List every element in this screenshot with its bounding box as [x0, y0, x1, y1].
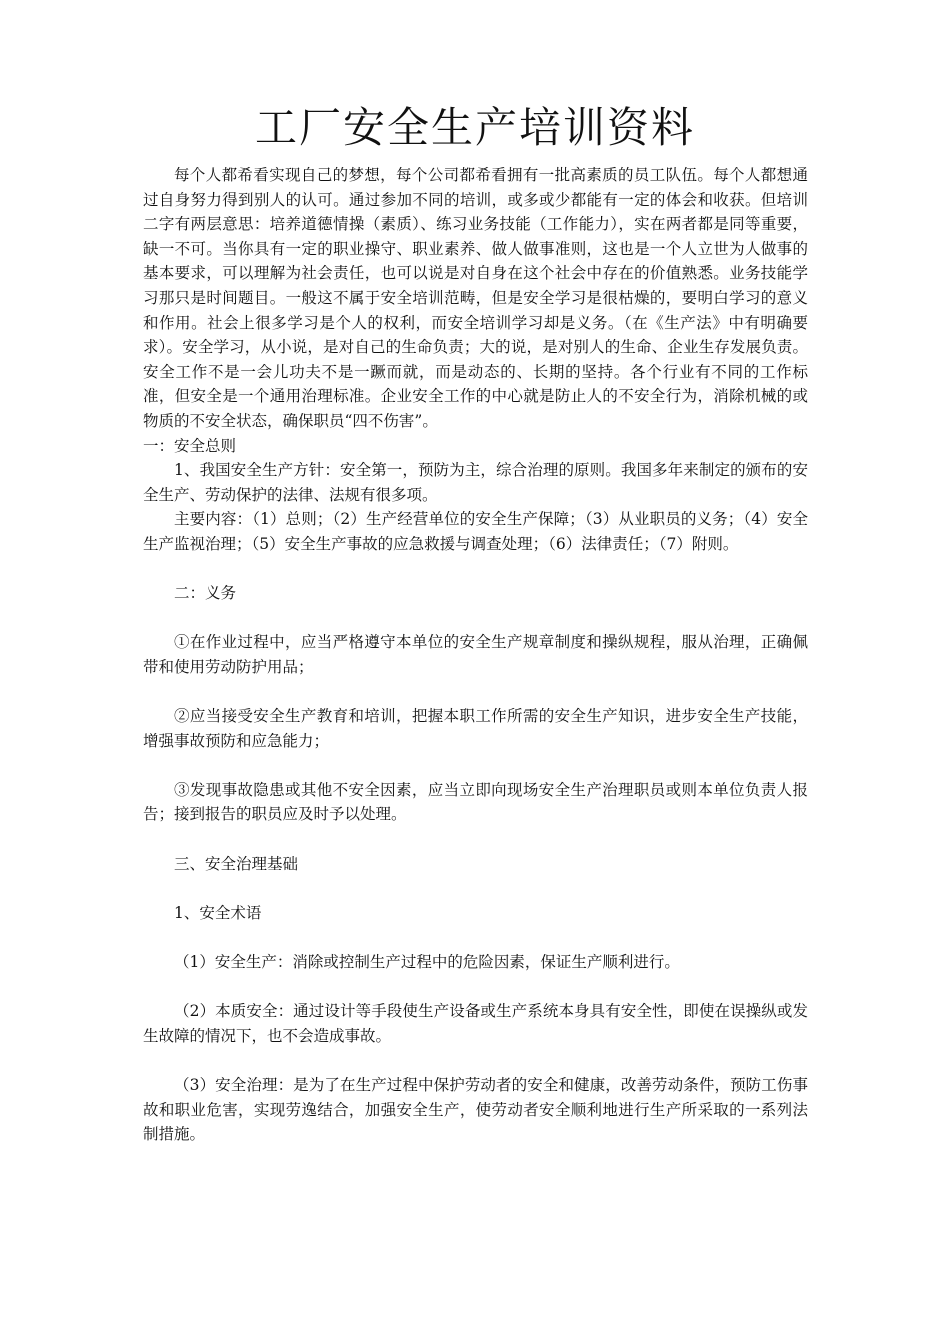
document-title: 工厂安全生产培训资料 [254, 103, 695, 152]
section-1-paragraph-2: 主要内容：（1）总则；（2）生产经营单位的安全生产保障；（3）从业职员的义务；（4）安全生产监视治理；（5）安全生产事故的应急救援与调查处理；（6）法律责任；（7）附则。 [143, 510, 808, 553]
duty-item-3: ③发现事故隐患或其他不安全因素，应当立即向现场安全生产治理职员或则本单位负责人报告；接到报告的职员应及时予以处理。 [143, 780, 808, 824]
section-3-subheading: 1、安全术语 [174, 903, 262, 922]
document-body [143, 163, 808, 1147]
term-item-3: （3）安全治理：是为了在生产过程中保护劳动者的安全和健康，改善劳动条件，预防工伤事故和职业危害，实现劳逸结合，加强安全生产，使劳动者安全顺利地进行生产所采取的一系列法制措施。 [143, 1075, 808, 1144]
term-item-1: （1）安全生产：消除或控制生产过程中的危险因素，保证生产顺利进行。 [174, 953, 680, 971]
term-item-2: （2）本质安全：通过设计等手段使生产设备或生产系统本身具有安全性，即使在误操纵或发生故障的情况下，也不会造成事故。 [143, 1002, 808, 1045]
section-1-heading: 一：安全总则 [143, 436, 237, 455]
section-2-heading: 二：义务 [174, 584, 237, 603]
intro-paragraph: 每个人都希看实现自己的梦想，每个公司都希看拥有一批高素质的员工队伍。每个人都想通过自身努力得到别人的认可。通过参加不同的培训，或多或少都能有一定的体会和收获。但培训二字有两层意思：培养道德情操（素质）、练习业务技能（工作能力），实在两者都是同等重要，缺一不可。当你具有一定的职业操守、职业素养、做人做事准则，这也是一个人立世为人做事的基本要求，可以理解为社会责任，也可以说是对自身在这个社会中存在的价值熟悉。业务技能学习那只是时间题目。一般这不属于安全培训范畴，但是安全学习是很枯燥的，要明白学习的意义和作用。社会上很多学习是个人的权利，而安全培训学习却是义务。（在《生产法》中有明确要求）。安全学习，从小说，是对自己的生命负责；大的说，是对别人的生命、企业生存发展负责。安全工作不是一会儿功夫不是一蹶而就，而是动态的、长期的坚持。各个行业有不同的工作标准，但安全是一个通用治理标准。企业安全工作的中心就是防止人的不安全行为，消除机械的或物质的不安全状态，确保职员“四不伤害”。 [143, 166, 808, 430]
section-3-heading: 三、安全治理基础 [174, 854, 299, 873]
duty-item-2: ②应当接受安全生产教育和培训，把握本职工作所需的安全生产知识，进步安全生产技能，增强事故预防和应急能力； [143, 707, 808, 750]
section-1-paragraph-1: 1、我国安全生产方针：安全第一，预防为主，综合治理的原则。我国多年来制定的颁布的安全生产、劳动保护的法律、法规有很多项。 [143, 461, 808, 504]
duty-item-1: ①在作业过程中，应当严格遵守本单位的安全生产规章制度和操纵规程，服从治理，正确佩带和使用劳动防护用品； [143, 633, 808, 676]
